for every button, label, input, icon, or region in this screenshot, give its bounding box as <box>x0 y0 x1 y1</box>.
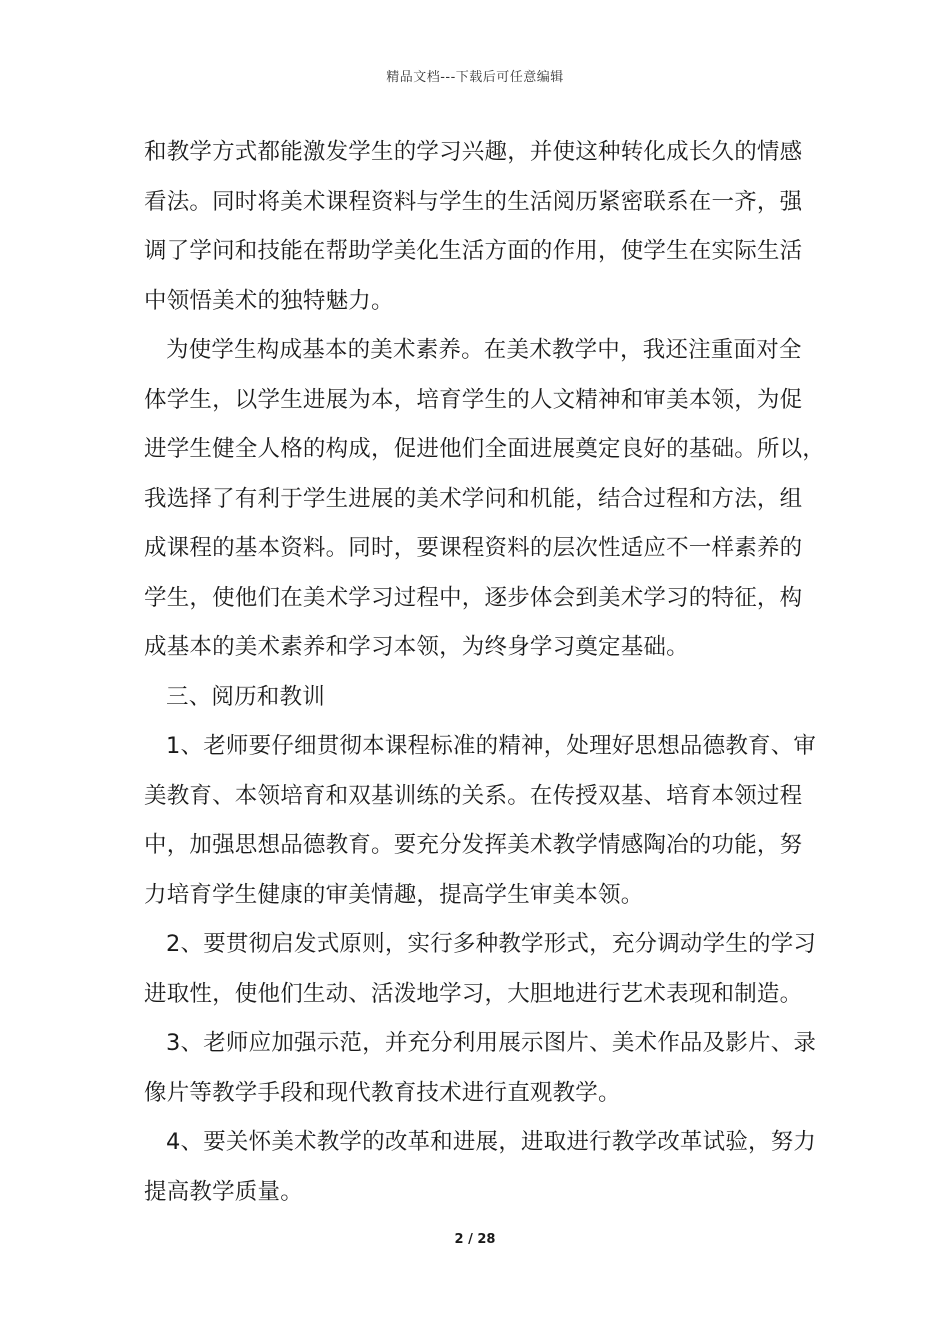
text-line: 力培育学生健康的审美情趣，提高学生审美本领。 <box>144 881 644 908</box>
text-line: 2、要贯彻启发式原则，实行多种教学形式，充分调动学生的学习 <box>166 931 817 957</box>
text-line: 学生，使他们在美术学习过程中，逐步体会到美术学习的特征，构 <box>144 584 803 611</box>
text-line: 1、老师要仔细贯彻本课程标准的精神，处理好思想品德教育、审 <box>166 733 817 759</box>
text-line: 美教育、本领培育和双基训练的关系。在传授双基、培育本领过程 <box>144 782 803 809</box>
text-line: 进学生健全人格的构成，促进他们全面进展奠定良好的基础。所以， <box>144 436 826 462</box>
text-line: 调了学问和技能在帮助学美化生活方面的作用，使学生在实际生活 <box>144 238 803 264</box>
text-line: 中，加强思想品德教育。要充分发挥美术教学情感陶冶的功能，努 <box>144 832 803 858</box>
document-body <box>144 128 824 1217</box>
text-line: 成基本的美术素养和学习本领，为终身学习奠定基础。 <box>144 634 689 660</box>
text-line: 看法。同时将美术课程资料与学生的生活阅历紧密联系在一齐，强 <box>144 188 803 215</box>
section-heading: 三、阅历和教训 <box>166 683 325 710</box>
text-line: 3、老师应加强示范，并充分利用展示图片、美术作品及影片、录 <box>166 1030 817 1056</box>
page-number: 2 / 28 <box>454 1232 496 1247</box>
page-header: 精品文档---下载后可任意编辑 <box>386 70 564 85</box>
text-line: 进取性，使他们生动、活泼地学习，大胆地进行艺术表现和制造。 <box>144 980 803 1007</box>
text-line: 我选择了有利于学生进展的美术学问和机能，结合过程和方法，组 <box>144 485 803 512</box>
text-line: 像片等教学手段和现代教育技术进行直观教学。 <box>144 1079 621 1106</box>
text-line: 中领悟美术的独特魅力。 <box>144 287 394 314</box>
text-line: 成课程的基本资料。同时，要课程资料的层次性适应不一样素养的 <box>144 535 803 561</box>
text-line: 4、要关怀美术教学的改革和进展，进取进行教学改革试验，努力 <box>166 1129 817 1155</box>
text-line: 和教学方式都能激发学生的学习兴趣，并使这种转化成长久的情感 <box>144 139 803 165</box>
text-line: 为使学生构成基本的美术素养。在美术教学中，我还注重面对全 <box>166 337 802 363</box>
text-line: 体学生，以学生进展为本，培育学生的人文精神和审美本领，为促 <box>144 386 803 413</box>
text-line: 提高教学质量。 <box>144 1178 303 1205</box>
